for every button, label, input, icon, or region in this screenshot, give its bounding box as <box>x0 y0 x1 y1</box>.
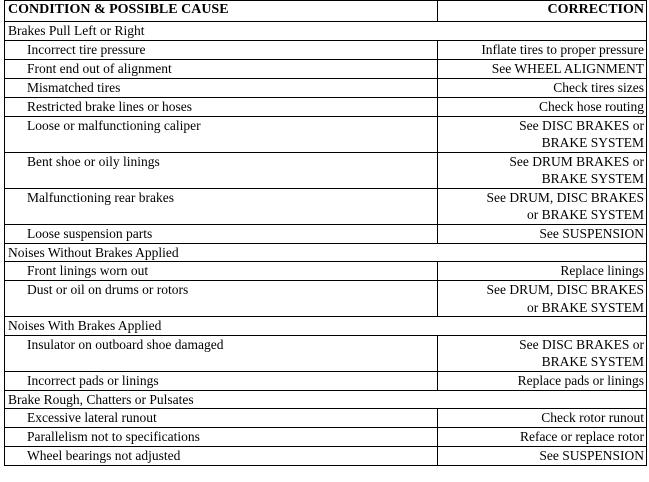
table-body <box>5 22 647 466</box>
condition-label: Brake Rough, Chatters or Pulsates <box>5 390 647 409</box>
correction-cell <box>438 281 647 317</box>
table-row <box>5 428 647 447</box>
condition-row <box>5 243 647 262</box>
cause-cell: Excessive lateral runout <box>5 409 438 428</box>
correction-line: Reface or replace rotor <box>519 429 644 444</box>
correction-line: BRAKE SYSTEM <box>541 354 644 369</box>
correction-line: or BRAKE SYSTEM <box>526 299 644 315</box>
correction-cell <box>438 428 647 447</box>
correction-line: See DISC BRAKES or <box>519 336 644 352</box>
condition-row <box>5 317 647 336</box>
cause-cell: Insulator on outboard shoe damaged <box>5 335 438 371</box>
correction-line: See WHEEL ALIGNMENT <box>491 60 644 76</box>
condition-row <box>5 22 647 41</box>
correction-cell <box>438 78 647 97</box>
table-row <box>5 59 647 78</box>
condition-row <box>5 390 647 409</box>
cause-cell: Incorrect tire pressure <box>5 40 438 59</box>
header-cause: CONDITION & POSSIBLE CAUSE <box>5 1 438 22</box>
correction-cell <box>438 335 647 371</box>
correction-line: BRAKE SYSTEM <box>541 135 644 150</box>
correction-cell <box>438 59 647 78</box>
correction-line: See DRUM, DISC BRAKES <box>486 189 644 205</box>
header-correction: CORRECTION <box>438 1 647 22</box>
table-row <box>5 116 647 152</box>
correction-cell <box>438 97 647 116</box>
cause-cell: Restricted brake lines or hoses <box>5 97 438 116</box>
correction-cell <box>438 262 647 281</box>
correction-line: See SUSPENSION <box>539 225 644 241</box>
table-row <box>5 97 647 116</box>
condition-label: Brakes Pull Left or Right <box>5 22 647 41</box>
table-row <box>5 409 647 428</box>
table-header <box>5 1 647 22</box>
table-row <box>5 224 647 243</box>
table-row <box>5 78 647 97</box>
correction-cell <box>438 152 647 188</box>
correction-line: See DRUM, DISC BRAKES <box>486 282 644 297</box>
correction-line: BRAKE SYSTEM <box>541 171 644 186</box>
correction-line: Check rotor runout <box>541 410 644 425</box>
correction-line: Replace pads or linings <box>517 372 644 388</box>
cause-cell: Parallelism not to specifications <box>5 428 438 447</box>
cause-cell: Dust or oil on drums or rotors <box>5 281 438 317</box>
correction-line: Replace linings <box>560 263 644 278</box>
cause-cell: Malfunctioning rear brakes <box>5 188 438 224</box>
table-row <box>5 281 647 317</box>
correction-cell <box>438 40 647 59</box>
condition-label: Noises With Brakes Applied <box>5 317 647 336</box>
correction-line: See DRUM BRAKES or <box>509 153 644 169</box>
header-row <box>5 1 647 22</box>
cause-cell: Loose suspension parts <box>5 224 438 243</box>
correction-cell <box>438 188 647 224</box>
cause-cell: Front end out of alignment <box>5 59 438 78</box>
correction-line: Inflate tires to proper pressure <box>481 41 644 57</box>
table-row <box>5 262 647 281</box>
table-row <box>5 335 647 371</box>
correction-line: or BRAKE SYSTEM <box>526 207 644 222</box>
table-row <box>5 371 647 390</box>
correction-cell <box>438 116 647 152</box>
table-row <box>5 152 647 188</box>
table-row <box>5 40 647 59</box>
correction-cell <box>438 409 647 428</box>
correction-cell <box>438 371 647 390</box>
correction-line: Check hose routing <box>539 98 644 114</box>
correction-line: See DISC BRAKES or <box>519 117 644 133</box>
condition-label: Noises Without Brakes Applied <box>5 243 647 262</box>
correction-cell <box>438 224 647 243</box>
cause-cell: Front linings worn out <box>5 262 438 281</box>
cause-cell: Loose or malfunctioning caliper <box>5 116 438 152</box>
table-row <box>5 447 647 466</box>
cause-cell: Incorrect pads or linings <box>5 371 438 390</box>
diagnosis-table <box>4 0 647 466</box>
table-row <box>5 188 647 224</box>
cause-cell: Wheel bearings not adjusted <box>5 447 438 466</box>
cause-cell: Bent shoe or oily linings <box>5 152 438 188</box>
correction-cell <box>438 447 647 466</box>
correction-line: Check tires sizes <box>553 79 644 95</box>
cause-cell: Mismatched tires <box>5 78 438 97</box>
correction-line: See SUSPENSION <box>539 448 644 463</box>
